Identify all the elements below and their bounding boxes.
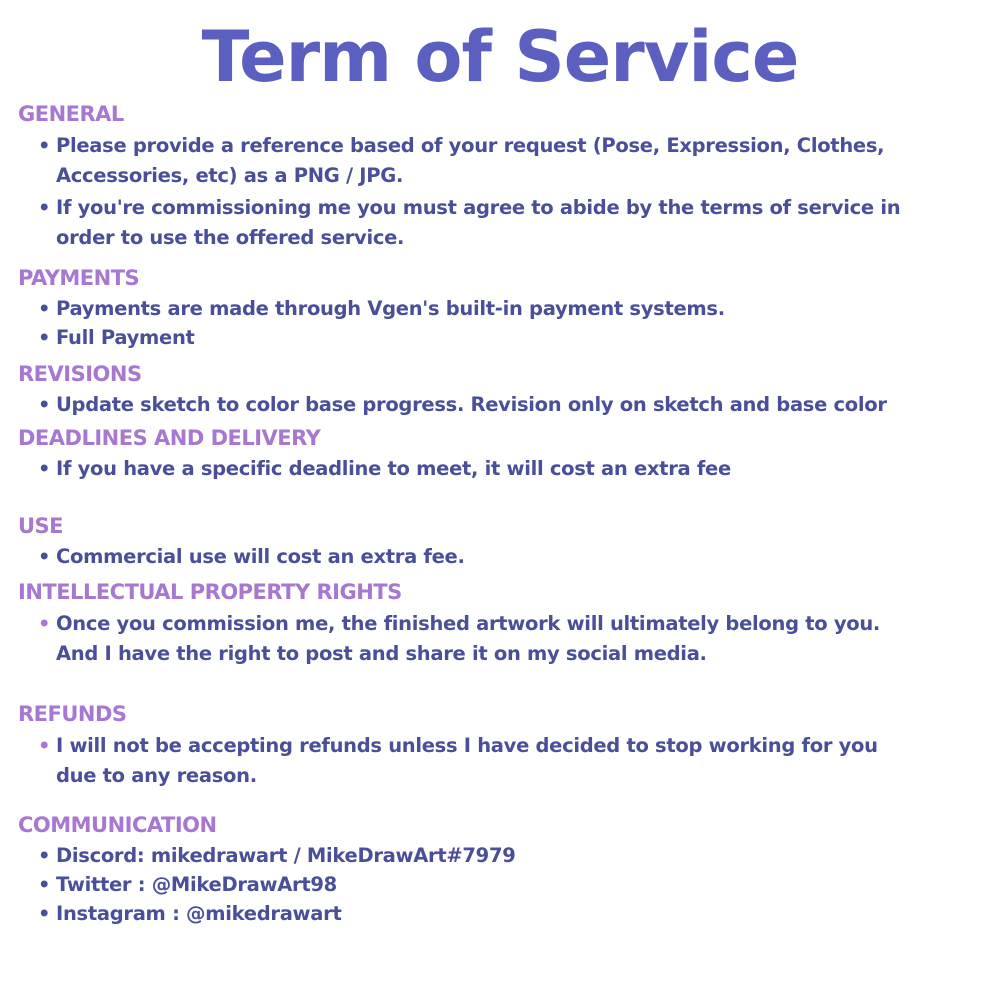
list-item [38,454,731,484]
twitter-contact: Twitter : @MikeDrawArt98 [56,873,337,896]
list-item [38,731,878,791]
item-text: And I have the right to post and share it on my social media. [56,642,707,665]
bullet: • [38,393,51,416]
bullet: • [38,734,51,757]
page-title: Term of Service [201,16,799,98]
item-text: Please provide a reference based of your request (Pose, Expression, Clothes, [56,134,885,157]
section-heading-ip-rights: INTELLECTUAL PROPERTY RIGHTS [18,580,402,604]
list-item [38,323,195,353]
section-heading-use: USE [18,514,64,538]
section-heading-revisions: REVISIONS [18,362,142,386]
bullet: • [38,297,51,320]
section-heading-communication: COMMUNICATION [18,813,217,837]
bullet: • [38,902,51,925]
item-text: due to any reason. [56,764,257,787]
item-text: Payments are made through Vgen's built-in payment systems. [56,297,725,320]
list-item [38,609,880,669]
item-text: If you have a specific deadline to meet, it will cost an extra fee [56,457,731,480]
item-text: Full Payment [56,326,195,349]
bullet: • [38,545,51,568]
list-item [38,294,725,324]
list-item [38,193,900,253]
bullet: • [38,612,51,635]
item-text: Commercial use will cost an extra fee. [56,545,465,568]
bullet: • [38,844,51,867]
list-item [38,841,516,871]
bullet: • [38,134,51,157]
section-heading-deadlines: DEADLINES AND DELIVERY [18,426,321,450]
list-item [38,390,887,420]
item-text: order to use the offered service. [56,226,405,249]
item-text: I will not be accepting refunds unless I have decided to stop working for you [56,734,878,757]
item-text: Once you commission me, the finished artwork will ultimately belong to you. [56,612,881,635]
item-text: If you're commissioning me you must agree to abide by the terms of service in [56,196,901,219]
instagram-contact: Instagram : @mikedrawart [56,902,342,925]
discord-contact: Discord: mikedrawart / MikeDrawArt#7979 [56,844,516,867]
bullet: • [38,326,51,349]
section-heading-refunds: REFUNDS [18,702,127,726]
item-text: Accessories, etc) as a PNG / JPG. [56,164,404,187]
bullet: • [38,873,51,896]
bullet: • [38,196,51,219]
list-item [38,870,337,900]
list-item [38,542,465,572]
list-item [38,899,341,929]
bullet: • [38,457,51,480]
list-item [38,131,884,191]
item-text: Update sketch to color base progress. Revision only on sketch and base color [56,393,887,416]
section-heading-general: GENERAL [18,102,124,126]
section-heading-payments: PAYMENTS [18,266,140,290]
